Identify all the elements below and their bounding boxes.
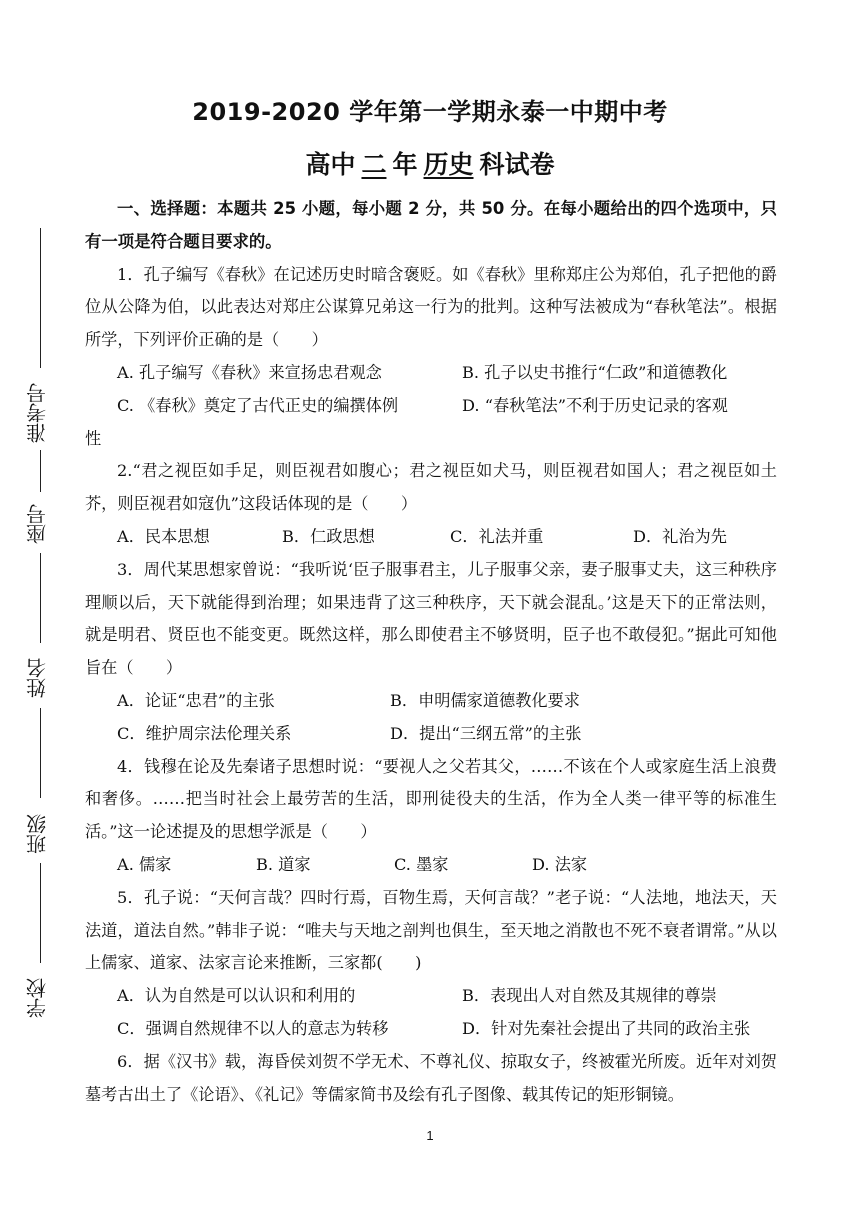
page-number: 1	[426, 1128, 434, 1143]
class-label: 班级	[25, 814, 50, 854]
question-1-option-d-continued: 性	[85, 428, 102, 448]
question-4-option-c: C. 墨家	[394, 854, 449, 874]
subtitle-suffix: 科试卷	[479, 150, 555, 179]
class-line	[40, 708, 41, 798]
question-4-option-a: A. 儒家	[117, 854, 172, 874]
question-2-options	[85, 521, 777, 554]
question-6-stem: 6．据《汉书》载，海昏侯刘贺不学无术、不尊礼仪、掠取女子，终被霍光所废。近年对刘贺墓考古出土了《论语》、《礼记》等儒家简书及绘有孔子图像、载其传记的矩形铜镜。	[85, 1051, 777, 1104]
question-2-option-b: B．仁政思想	[282, 526, 375, 546]
question-5-option-c: C．强调自然规律不以人的意志为转移	[117, 1018, 389, 1038]
name-line	[40, 553, 41, 643]
question-4-stem: 4．钱穆在论及先秦诸子思想时说：“要视人之父若其父，……不该在个人或家庭生活上浪费和奢侈。……把当时社会上最劳苦的生活，即刑徒役夫的生活，作为全人类一律平等的标准生活。”这一论述提及的思想学派是（ ）	[85, 756, 777, 842]
seat-number-line	[40, 450, 41, 492]
question-4-option-b: B. 道家	[256, 854, 311, 874]
question-2-option-d: D．礼治为先	[633, 526, 727, 546]
question-5-option-a: A．认为自然是可以认识和利用的	[117, 986, 356, 1006]
question-1-stem: 1．孔子编写《春秋》在记述历史时暗含褒贬。如《春秋》里称郑庄公为郑伯，孔子把他的爵位从公降为伯，以此表达对郑庄公谋算兄弟这一行为的批判。这种写法被成为“春秋笔法”。根据所学，下列评价正确的是（ ）	[85, 264, 777, 350]
question-3-option-a: A．论证“忠君”的主张	[117, 690, 275, 710]
question-4-option-d: D. 法家	[532, 854, 588, 874]
question-5-option-d: D．针对先秦社会提出了共同的政治主张	[462, 1018, 751, 1038]
seat-number-label: 座号	[25, 504, 50, 544]
exam-number-line	[40, 228, 41, 368]
exam-title: 2019-2020 学年第一学期永泰一中期中考	[192, 98, 668, 126]
question-1-options-row1	[85, 357, 777, 390]
subtitle-prefix: 高中	[305, 150, 356, 179]
question-1-option-c: C. 《春秋》奠定了古代正史的编撰体例	[117, 395, 399, 415]
grade-field: 二	[361, 150, 387, 179]
question-1-option-d: D. “春秋笔法”不利于历史记录的客观	[462, 395, 728, 415]
question-1-option-a: A. 孔子编写《春秋》来宣扬忠君观念	[117, 362, 382, 382]
question-3-option-b: B．申明儒家道德教化要求	[390, 690, 580, 710]
exam-subtitle	[0, 145, 860, 181]
section-heading: 一、选择题：本题共 25 小题，每小题 2 分，共 50 分。在每小题给出的四个选项中，只有一项是符合题目要求的。	[85, 199, 777, 251]
question-3-option-c: C．维护周宗法伦理关系	[117, 723, 292, 743]
question-5-options-row2	[85, 1013, 777, 1046]
student-info-sidebar	[20, 228, 54, 1018]
question-5-stem: 5．孔子说：“天何言哉？四时行焉，百物生焉，天何言哉？”老子说：“人法地，地法天，天法道，道法自然。”韩非子说：“唯夫与天地之剖判也俱生，至天地之消散也不死不衰者谓常。”从以上儒家、道家、法家言论来推断，三家都( )	[85, 887, 777, 973]
exam-body	[85, 193, 777, 1111]
name-label: 姓名	[25, 658, 50, 698]
question-3-options-row2	[85, 718, 777, 751]
subtitle-mid: 年	[392, 150, 418, 179]
school-label: 学校	[25, 978, 50, 1018]
exam-number-label: 准考号	[25, 383, 50, 443]
subject-field: 历史	[423, 150, 474, 179]
question-2-option-a: A．民本思想	[117, 526, 210, 546]
question-5-option-b: B．表现出人对自然及其规律的尊崇	[462, 986, 717, 1006]
question-3-option-d: D．提出“三纲五常”的主张	[390, 723, 582, 743]
school-line	[40, 863, 41, 963]
question-2-stem: 2.“君之视臣如手足，则臣视君如腹心；君之视臣如犬马，则臣视君如国人；君之视臣如土芥，则臣视君如寇仇”这段话体现的是（ ）	[85, 461, 777, 514]
question-1-option-b: B. 孔子以史书推行“仁政”和道德教化	[462, 362, 728, 382]
question-3-stem: 3．周代某思想家曾说：“我听说‘臣子服事君主，儿子服事父亲，妻子服事丈夫，这三种秩序理顺以后，天下就能得到治理；如果违背了这三种秩序，天下就会混乱。’这是天下的正常法则，就是明君、贤臣也不能变更。既然这样，那么即使君主不够贤明，臣子也不敢侵犯。”据此可知他旨在（ ）	[85, 559, 777, 678]
question-3-options-row1	[85, 685, 777, 718]
question-4-options	[85, 849, 777, 882]
question-5-options-row1	[85, 980, 777, 1013]
question-2-option-c: C．礼法并重	[450, 526, 544, 546]
question-1-options-row2	[85, 390, 777, 423]
